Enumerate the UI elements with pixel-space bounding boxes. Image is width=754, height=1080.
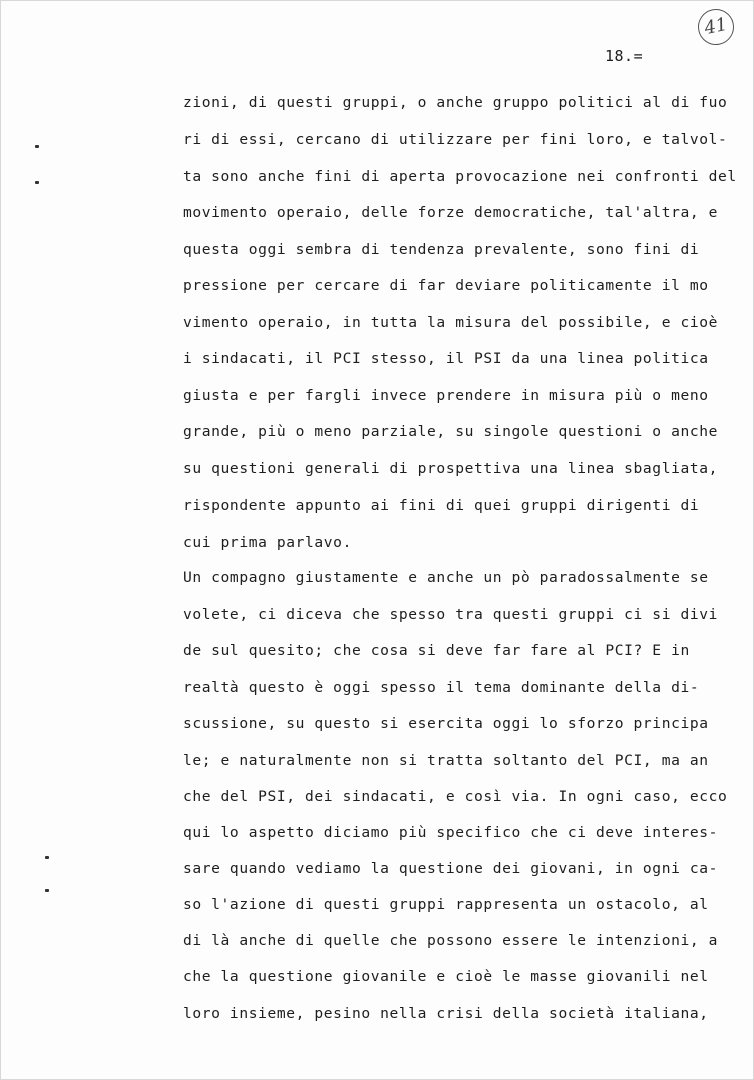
text-line: rispondente appunto ai fini di quei gruppi dirigenti di [183, 497, 700, 514]
margin-mark [35, 145, 39, 148]
margin-mark [45, 889, 49, 892]
text-line: de sul quesito; che cosa si deve far fare al PCI? E in [183, 642, 690, 659]
page-stamp: 41 [695, 6, 738, 49]
text-line: grande, più o meno parziale, su singole questioni o anche [183, 423, 719, 440]
text-line: ri di essi, cercano di utilizzare per fini loro, e talvol- [183, 131, 728, 148]
text-line: ta sono anche fini di aperta provocazione nei confronti del [183, 168, 737, 185]
text-line: zioni, di questi gruppi, o anche gruppo politici al di fuo [183, 94, 728, 111]
text-line: che del PSI, dei sindacati, e così via. In ogni caso, ecco [183, 788, 728, 805]
text-line: giusta e per fargli invece prendere in misura più o meno [183, 387, 709, 404]
text-line: movimento operaio, delle forze democratiche, tal'altra, e [183, 204, 719, 221]
margin-mark [35, 181, 39, 184]
text-line: vimento operaio, in tutta la misura del possibile, e cioè [183, 314, 719, 331]
text-line: volete, ci diceva che spesso tra questi gruppi ci si divi [183, 606, 719, 623]
page-number: 18.= [605, 47, 644, 65]
text-line: di là anche di quelle che possono essere le intenzioni, a [183, 932, 719, 949]
text-line: loro insieme, pesino nella crisi della società italiana, [183, 1005, 709, 1022]
text-line: realtà questo è oggi spesso il tema dominante della di- [183, 679, 700, 696]
text-line: su questioni generali di prospettiva una linea sbagliata, [183, 460, 719, 477]
text-line: so l'azione di questi gruppi rappresenta un ostacolo, al [183, 896, 709, 913]
text-line: scussione, su questo si esercita oggi lo sforzo principa [183, 715, 709, 732]
text-line: pressione per cercare di far deviare politicamente il mo [183, 277, 709, 294]
text-line: sare quando vediamo la questione dei giovani, in ogni ca- [183, 860, 719, 877]
margin-mark [45, 856, 49, 859]
text-line: le; e naturalmente non si tratta soltanto del PCI, ma an [183, 752, 709, 769]
text-line: qui lo aspetto diciamo più specifico che ci deve interes- [183, 824, 719, 841]
text-line: Un compagno giustamente e anche un pò paradossalmente se [183, 569, 709, 586]
text-line: questa oggi sembra di tendenza prevalente, sono fini di [183, 241, 700, 258]
text-line: i sindacati, il PCI stesso, il PSI da una linea politica [183, 350, 709, 367]
text-line: che la questione giovanile e cioè le masse giovanili nel [183, 968, 709, 985]
text-line: cui prima parlavo. [183, 534, 352, 551]
